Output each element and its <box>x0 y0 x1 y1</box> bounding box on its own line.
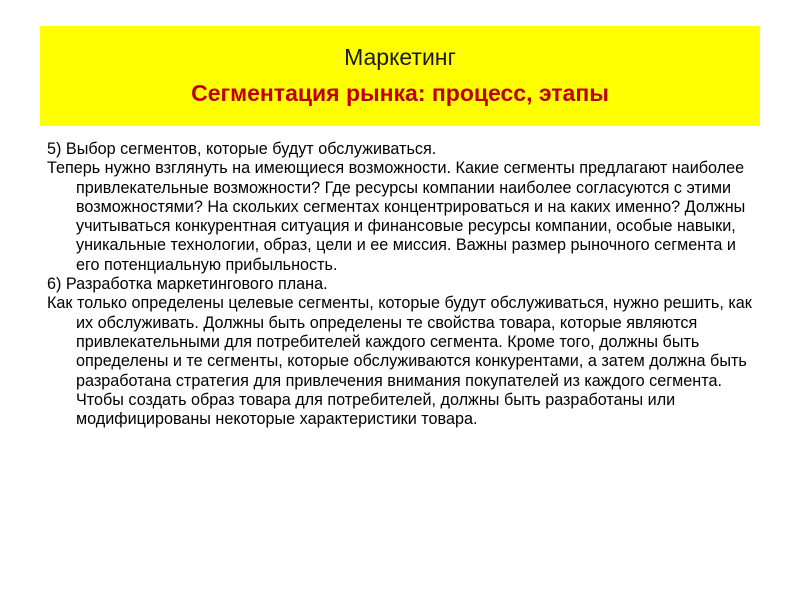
slide-subtitle: Сегментация рынка: процесс, этапы <box>191 80 609 106</box>
step-6-text: Как только определены целевые сегменты, которые будут обслуживаться, нужно решить, как их обслуживать. Должны быть определены те свойства товара, которые являются привлекательными для потребителей каждого сегмента. Кроме того, должны быть определены и те сегменты, которые обслуживаются конкурентами, а затем должна быть разработана стратегия для привлечения внимания покупателей из каждого сегмента. Чтобы создать образ товара для потребителей, должны быть разработаны или модифицированы некоторые характеристики товара. <box>47 294 752 429</box>
slide-title: Маркетинг <box>344 44 456 70</box>
title-banner <box>40 26 760 126</box>
step-6-heading: 6) Разработка маркетингового плана. <box>47 275 328 294</box>
step-5-text: Теперь нужно взглянуть на имеющиеся возможности. Какие сегменты предлагают наиболее привлекательные возможности? Где ресурсы компании наиболее согласуются с этими возможностями? На скольких сегментах концентрироваться и на каких именно? Должны учитываться конкурентная ситуация и финансовые ресурсы компании, особые навыки, уникальные технологии, образ, цели и ее миссия. Важны размер рыночного сегмента и его потенциальную прибыльность. <box>47 159 746 274</box>
step-5-heading: 5) Выбор сегментов, которые будут обслуживаться. <box>47 140 437 158</box>
slide-body <box>47 140 762 429</box>
